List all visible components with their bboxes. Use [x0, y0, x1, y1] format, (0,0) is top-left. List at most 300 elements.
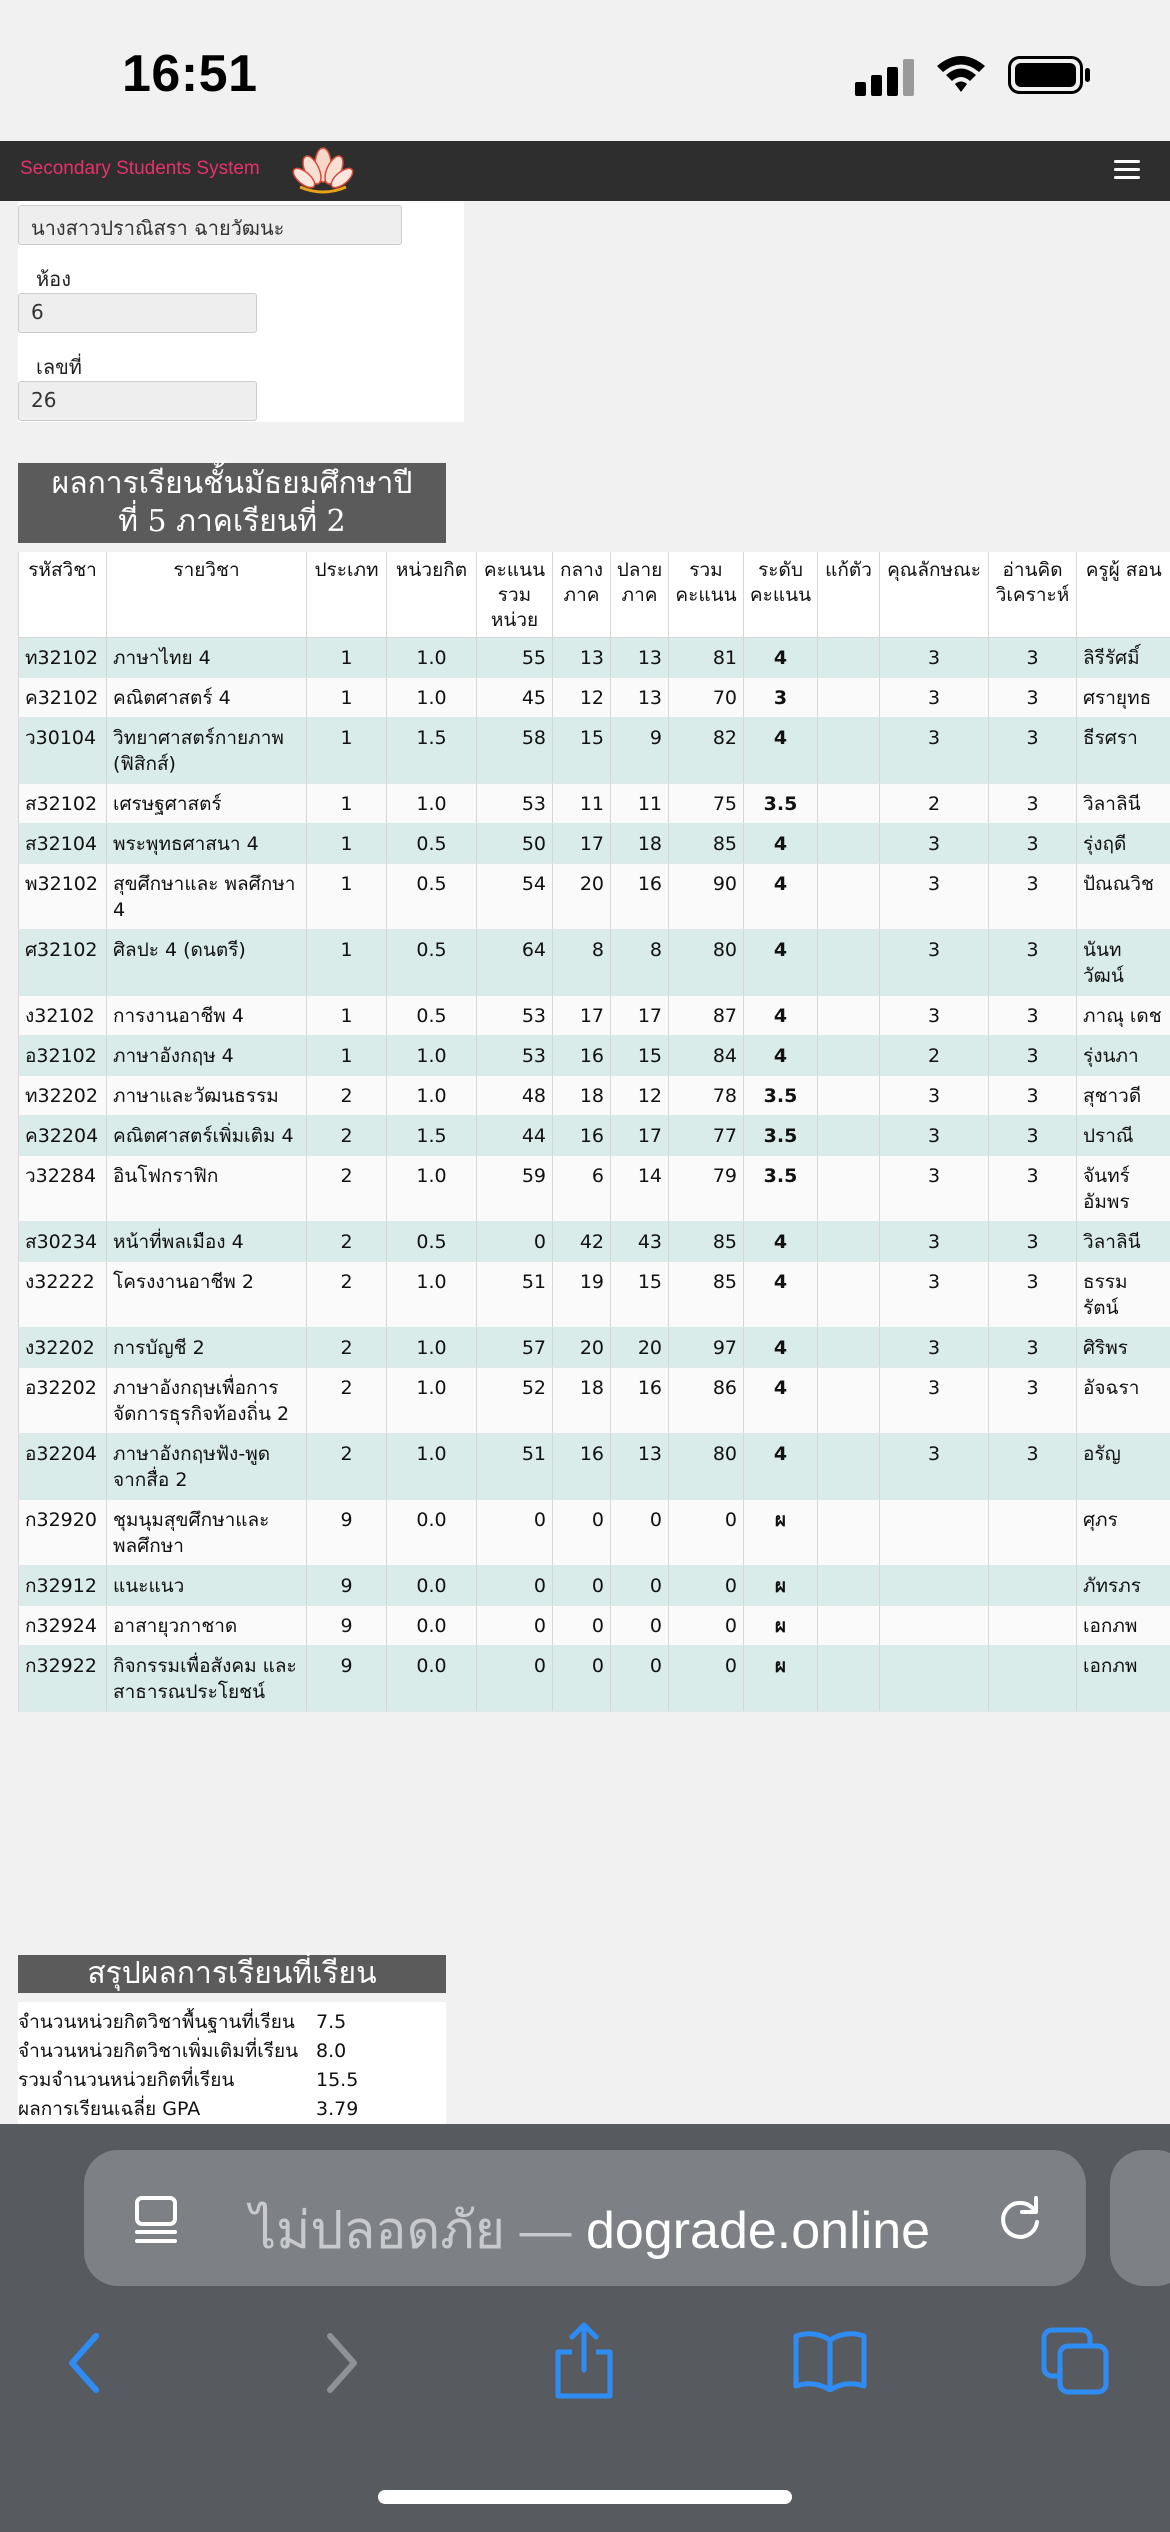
column-header: ครูผู้ สอน	[1077, 552, 1170, 638]
credits-cell: 0.5	[387, 824, 477, 864]
credits-cell: 1.0	[387, 1036, 477, 1076]
teacher-cell: ศรายุทธ	[1077, 678, 1170, 718]
final-score-cell: 16	[611, 864, 669, 930]
summary-value: 15.5	[316, 2069, 359, 2091]
subject-type-cell: 1	[307, 824, 387, 864]
summary-row	[18, 2037, 446, 2066]
summary-value: 3.79	[316, 2098, 359, 2120]
credits-cell: 1.0	[387, 1156, 477, 1222]
final-score-cell: 13	[611, 1434, 669, 1500]
subject-code-cell: ก32920	[19, 1500, 107, 1566]
midterm-score-cell: 8	[553, 930, 611, 996]
address-domain: dograde.online	[585, 2202, 931, 2260]
total-score-cell: 85	[669, 1262, 744, 1328]
teacher-cell: ปัณณวิช	[1077, 864, 1170, 930]
table-row	[19, 1606, 1170, 1646]
characteristics-cell: 3	[880, 1156, 989, 1222]
tabs-icon[interactable]	[1040, 2326, 1112, 2398]
grade-cell: 4	[744, 996, 818, 1036]
table-row	[19, 718, 1170, 784]
number-label: เลขที่	[36, 355, 82, 379]
credits-cell: 1.0	[387, 1434, 477, 1500]
characteristics-cell: 3	[880, 996, 989, 1036]
subject-name-cell: ศิลปะ 4 (ดนตรี)	[107, 930, 307, 996]
credits-cell: 0.5	[387, 996, 477, 1036]
column-header: แก้ตัว	[818, 552, 880, 638]
final-score-cell: 0	[611, 1500, 669, 1566]
total-score-cell: 0	[669, 1566, 744, 1606]
remedial-cell	[818, 1566, 880, 1606]
subject-name-cell: วิทยาศาสตร์กายภาพ (ฟิสิกส์)	[107, 718, 307, 784]
reader-icon[interactable]	[132, 2194, 184, 2246]
table-row	[19, 864, 1170, 930]
grades-table	[18, 552, 1170, 1712]
unit-score-cell: 0	[477, 1606, 553, 1646]
back-icon[interactable]	[62, 2330, 108, 2396]
subject-code-cell: ง32102	[19, 996, 107, 1036]
summary-label: จำนวนหน่วยกิตวิชาพื้นฐานที่เรียน	[18, 2011, 295, 2033]
credits-cell: 0.5	[387, 864, 477, 930]
midterm-score-cell: 19	[553, 1262, 611, 1328]
remedial-cell	[818, 1434, 880, 1500]
credits-cell: 0.0	[387, 1606, 477, 1646]
final-score-cell: 15	[611, 1036, 669, 1076]
summary-row	[18, 2095, 446, 2124]
column-header: ระดับ คะแนน	[744, 552, 818, 638]
subject-code-cell: ง32202	[19, 1328, 107, 1368]
total-score-cell: 70	[669, 678, 744, 718]
remedial-cell	[818, 1646, 880, 1712]
final-score-cell: 17	[611, 996, 669, 1036]
midterm-score-cell: 15	[553, 718, 611, 784]
column-header: รายวิชา	[107, 552, 307, 638]
table-row	[19, 1262, 1170, 1328]
total-score-cell: 0	[669, 1646, 744, 1712]
table-row	[19, 930, 1170, 996]
address-separator: —	[505, 2202, 586, 2260]
remedial-cell	[818, 678, 880, 718]
final-score-cell: 17	[611, 1116, 669, 1156]
credits-cell: 0.5	[387, 930, 477, 996]
teacher-cell: ธรรม รัตน์	[1077, 1262, 1170, 1328]
reading-analysis-cell: 3	[989, 1076, 1077, 1116]
grades-table-body	[19, 638, 1170, 1712]
teacher-cell: รุ่งนภา	[1077, 1036, 1170, 1076]
summary-value: 8.0	[316, 2040, 347, 2062]
midterm-score-cell: 42	[553, 1222, 611, 1262]
credits-cell: 1.0	[387, 1076, 477, 1116]
total-score-cell: 85	[669, 824, 744, 864]
table-row	[19, 996, 1170, 1036]
subject-code-cell: ก32912	[19, 1566, 107, 1606]
subject-code-cell: ว32284	[19, 1156, 107, 1222]
characteristics-cell: 3	[880, 864, 989, 930]
table-row	[19, 638, 1170, 678]
credits-cell: 0.0	[387, 1566, 477, 1606]
characteristics-cell: 3	[880, 1262, 989, 1328]
subject-name-cell: การบัญชี 2	[107, 1328, 307, 1368]
unit-score-cell: 59	[477, 1156, 553, 1222]
teacher-cell: สุชาวดี	[1077, 1076, 1170, 1116]
final-score-cell: 13	[611, 678, 669, 718]
subject-name-cell: อาสายุวกาชาด	[107, 1606, 307, 1646]
reading-analysis-cell	[989, 1646, 1077, 1712]
grade-cell: 3.5	[744, 1156, 818, 1222]
characteristics-cell: 2	[880, 784, 989, 824]
teacher-cell: เอกภพ	[1077, 1646, 1170, 1712]
grade-cell: 4	[744, 930, 818, 996]
subject-name-cell: อินโฟกราฟิก	[107, 1156, 307, 1222]
grade-cell: 4	[744, 718, 818, 784]
grade-cell: 3	[744, 678, 818, 718]
subject-name-cell: โครงงานอาชีพ 2	[107, 1262, 307, 1328]
unit-score-cell: 52	[477, 1368, 553, 1434]
teacher-cell: เอกภพ	[1077, 1606, 1170, 1646]
subject-code-cell: ท32102	[19, 638, 107, 678]
midterm-score-cell: 20	[553, 864, 611, 930]
total-score-cell: 81	[669, 638, 744, 678]
column-header: คะแนน รวม หน่วย	[477, 552, 553, 638]
midterm-score-cell: 0	[553, 1500, 611, 1566]
grade-cell: ผ	[744, 1500, 818, 1566]
unit-score-cell: 64	[477, 930, 553, 996]
midterm-score-cell: 13	[553, 638, 611, 678]
final-score-cell: 11	[611, 784, 669, 824]
table-row	[19, 784, 1170, 824]
teacher-cell: อัจฉรา	[1077, 1368, 1170, 1434]
home-indicator	[378, 2490, 792, 2504]
unit-score-cell: 0	[477, 1566, 553, 1606]
unit-score-cell: 54	[477, 864, 553, 930]
characteristics-cell	[880, 1566, 989, 1606]
subject-name-cell: เศรษฐศาสตร์	[107, 784, 307, 824]
subject-code-cell: พ32102	[19, 864, 107, 930]
total-score-cell: 86	[669, 1368, 744, 1434]
reading-analysis-cell: 3	[989, 1328, 1077, 1368]
remedial-cell	[818, 824, 880, 864]
grade-cell: 4	[744, 864, 818, 930]
grade-cell: 4	[744, 1434, 818, 1500]
subject-code-cell: ว30104	[19, 718, 107, 784]
subject-type-cell: 9	[307, 1606, 387, 1646]
midterm-score-cell: 6	[553, 1156, 611, 1222]
reading-analysis-cell: 3	[989, 1116, 1077, 1156]
final-score-cell: 0	[611, 1566, 669, 1606]
unit-score-cell: 45	[477, 678, 553, 718]
grade-cell: 4	[744, 824, 818, 864]
midterm-score-cell: 16	[553, 1036, 611, 1076]
characteristics-cell: 3	[880, 1368, 989, 1434]
remedial-cell	[818, 1262, 880, 1328]
midterm-score-cell: 16	[553, 1434, 611, 1500]
subject-code-cell: อ32202	[19, 1368, 107, 1434]
subject-name-cell: กิจกรรมเพื่อสังคม และ สาธารณประโยชน์	[107, 1646, 307, 1712]
teacher-cell: วิลาลินี	[1077, 784, 1170, 824]
total-score-cell: 0	[669, 1606, 744, 1646]
subject-name-cell: พระพุทธศาสนา 4	[107, 824, 307, 864]
subject-type-cell: 1	[307, 996, 387, 1036]
subject-code-cell: ศ32102	[19, 930, 107, 996]
subject-type-cell: 2	[307, 1368, 387, 1434]
subject-name-cell: การงานอาชีพ 4	[107, 996, 307, 1036]
characteristics-cell: 3	[880, 824, 989, 864]
summary-row	[18, 2008, 446, 2037]
reading-analysis-cell: 3	[989, 824, 1077, 864]
reading-analysis-cell: 3	[989, 1156, 1077, 1222]
table-row	[19, 1222, 1170, 1262]
remedial-cell	[818, 718, 880, 784]
table-row	[19, 678, 1170, 718]
subject-type-cell: 9	[307, 1646, 387, 1712]
subject-type-cell: 2	[307, 1262, 387, 1328]
teacher-cell: ปราณี	[1077, 1116, 1170, 1156]
characteristics-cell: 3	[880, 1328, 989, 1368]
subject-name-cell: ภาษาและวัฒนธรรม	[107, 1076, 307, 1116]
subject-type-cell: 1	[307, 638, 387, 678]
teacher-cell: รุ่งฤดี	[1077, 824, 1170, 864]
credits-cell: 0.0	[387, 1500, 477, 1566]
remedial-cell	[818, 1076, 880, 1116]
subject-code-cell: อ32204	[19, 1434, 107, 1500]
midterm-score-cell: 0	[553, 1566, 611, 1606]
forward-icon[interactable]	[318, 2330, 364, 2396]
grade-cell: 4	[744, 1328, 818, 1368]
subject-type-cell: 1	[307, 1036, 387, 1076]
column-header: ปลาย ภาค	[611, 552, 669, 638]
credits-cell: 1.0	[387, 638, 477, 678]
subject-type-cell: 2	[307, 1116, 387, 1156]
remedial-cell	[818, 1368, 880, 1434]
reading-analysis-cell: 3	[989, 1036, 1077, 1076]
reading-analysis-cell: 3	[989, 996, 1077, 1036]
credits-cell: 1.0	[387, 1328, 477, 1368]
address-text[interactable]	[250, 2188, 930, 2271]
subject-name-cell: สุขศึกษาและ พลศึกษา 4	[107, 864, 307, 930]
remedial-cell	[818, 1222, 880, 1262]
reading-analysis-cell	[989, 1566, 1077, 1606]
midterm-score-cell: 20	[553, 1328, 611, 1368]
total-score-cell: 87	[669, 996, 744, 1036]
total-score-cell: 75	[669, 784, 744, 824]
total-score-cell: 77	[669, 1116, 744, 1156]
subject-type-cell: 2	[307, 1076, 387, 1116]
wifi-icon	[935, 52, 987, 96]
column-header: หน่วยกิต	[387, 552, 477, 638]
grade-cell: ผ	[744, 1646, 818, 1712]
teacher-cell: ภัทรภร	[1077, 1566, 1170, 1606]
reading-analysis-cell: 3	[989, 1262, 1077, 1328]
summary-row	[18, 2066, 446, 2095]
remedial-cell	[818, 784, 880, 824]
midterm-score-cell: 16	[553, 1116, 611, 1156]
bookmarks-icon[interactable]	[792, 2330, 868, 2392]
midterm-score-cell: 0	[553, 1646, 611, 1712]
final-score-cell: 0	[611, 1646, 669, 1712]
table-row	[19, 1368, 1170, 1434]
unit-score-cell: 53	[477, 784, 553, 824]
final-score-cell: 14	[611, 1156, 669, 1222]
total-score-cell: 0	[669, 1500, 744, 1566]
remedial-cell	[818, 1156, 880, 1222]
summary-panel	[18, 2002, 446, 2124]
insecure-label: ไม่ปลอดภัย	[250, 2202, 506, 2260]
app-navbar	[0, 141, 1170, 201]
subject-type-cell: 9	[307, 1566, 387, 1606]
reading-analysis-cell	[989, 1606, 1077, 1646]
credits-cell: 0.5	[387, 1222, 477, 1262]
final-score-cell: 12	[611, 1076, 669, 1116]
credits-cell: 1.0	[387, 1262, 477, 1328]
reading-analysis-cell: 3	[989, 638, 1077, 678]
total-score-cell: 84	[669, 1036, 744, 1076]
subject-name-cell: แนะแนว	[107, 1566, 307, 1606]
midterm-score-cell: 17	[553, 996, 611, 1036]
characteristics-cell: 3	[880, 1434, 989, 1500]
midterm-score-cell: 11	[553, 784, 611, 824]
final-score-cell: 8	[611, 930, 669, 996]
credits-cell: 0.0	[387, 1646, 477, 1712]
final-score-cell: 15	[611, 1262, 669, 1328]
subject-code-cell: อ32102	[19, 1036, 107, 1076]
remedial-cell	[818, 930, 880, 996]
grades-title-line1: ผลการเรียนชั้นมัธยมศึกษาปี	[51, 466, 413, 501]
midterm-score-cell: 12	[553, 678, 611, 718]
column-header: ประเภท	[307, 552, 387, 638]
subject-code-cell: ส32102	[19, 784, 107, 824]
grade-cell: ผ	[744, 1566, 818, 1606]
total-score-cell: 85	[669, 1222, 744, 1262]
teacher-cell: ศิริพร	[1077, 1328, 1170, 1368]
final-score-cell: 43	[611, 1222, 669, 1262]
reload-icon[interactable]	[994, 2192, 1046, 2244]
characteristics-cell: 2	[880, 1036, 989, 1076]
hamburger-menu-icon[interactable]	[1114, 160, 1140, 180]
summary-label: จำนวนหน่วยกิตวิชาเพิ่มเติมที่เรียน	[18, 2040, 299, 2062]
grades-title-line2: ที่ 5 ภาคเรียนที่ 2	[118, 504, 346, 539]
table-row	[19, 1434, 1170, 1500]
remedial-cell	[818, 1116, 880, 1156]
remedial-cell	[818, 864, 880, 930]
table-row	[19, 1328, 1170, 1368]
credits-cell: 1.5	[387, 718, 477, 784]
unit-score-cell: 53	[477, 996, 553, 1036]
total-score-cell: 90	[669, 864, 744, 930]
subject-name-cell: คณิตศาสตร์ 4	[107, 678, 307, 718]
final-score-cell: 13	[611, 638, 669, 678]
midterm-score-cell: 18	[553, 1368, 611, 1434]
subject-type-cell: 1	[307, 864, 387, 930]
summary-label: ผลการเรียนเฉลี่ย GPA	[18, 2098, 201, 2120]
unit-score-cell: 0	[477, 1500, 553, 1566]
grade-cell: 4	[744, 1222, 818, 1262]
characteristics-cell: 3	[880, 638, 989, 678]
teacher-cell: ลิรีรัศมิ์	[1077, 638, 1170, 678]
unit-score-cell: 0	[477, 1222, 553, 1262]
characteristics-cell	[880, 1646, 989, 1712]
subject-type-cell: 2	[307, 1434, 387, 1500]
share-icon[interactable]	[552, 2320, 616, 2400]
total-score-cell: 80	[669, 1434, 744, 1500]
lotus-logo-icon	[292, 143, 354, 197]
subject-code-cell: ส30234	[19, 1222, 107, 1262]
table-row	[19, 1646, 1170, 1712]
unit-score-cell: 44	[477, 1116, 553, 1156]
subject-code-cell: ท32202	[19, 1076, 107, 1116]
table-row	[19, 1500, 1170, 1566]
column-header: อ่านคิด วิเคราะห์	[989, 552, 1077, 638]
reading-analysis-cell: 3	[989, 864, 1077, 930]
table-row	[19, 1156, 1170, 1222]
unit-score-cell: 53	[477, 1036, 553, 1076]
next-tab-peek[interactable]	[1110, 2150, 1170, 2286]
characteristics-cell: 3	[880, 930, 989, 996]
status-bar	[0, 0, 1170, 141]
teacher-cell: ภาณุ เดช	[1077, 996, 1170, 1036]
final-score-cell: 20	[611, 1328, 669, 1368]
unit-score-cell: 55	[477, 638, 553, 678]
column-header: คุณลักษณะ	[880, 552, 989, 638]
unit-score-cell: 51	[477, 1262, 553, 1328]
subject-type-cell: 2	[307, 1222, 387, 1262]
column-header: กลาง ภาค	[553, 552, 611, 638]
reading-analysis-cell	[989, 1500, 1077, 1566]
unit-score-cell: 57	[477, 1328, 553, 1368]
subject-type-cell: 1	[307, 678, 387, 718]
brand-title[interactable]: Secondary Students System	[20, 158, 260, 179]
status-time: 16:51	[122, 45, 258, 103]
summary-label: รวมจำนวนหน่วยกิตที่เรียน	[18, 2069, 235, 2091]
credits-cell: 1.0	[387, 678, 477, 718]
subject-name-cell: ภาษาไทย 4	[107, 638, 307, 678]
characteristics-cell: 3	[880, 1116, 989, 1156]
table-row	[19, 1076, 1170, 1116]
credits-cell: 1.0	[387, 784, 477, 824]
total-score-cell: 97	[669, 1328, 744, 1368]
characteristics-cell: 3	[880, 678, 989, 718]
remedial-cell	[818, 1328, 880, 1368]
final-score-cell: 16	[611, 1368, 669, 1434]
characteristics-cell: 3	[880, 1222, 989, 1262]
credits-cell: 1.0	[387, 1368, 477, 1434]
characteristics-cell: 3	[880, 1076, 989, 1116]
subject-type-cell: 1	[307, 784, 387, 824]
unit-score-cell: 48	[477, 1076, 553, 1116]
grade-cell: 3.5	[744, 1076, 818, 1116]
final-score-cell: 18	[611, 824, 669, 864]
total-score-cell: 78	[669, 1076, 744, 1116]
subject-name-cell: ชุมนุมสุขศึกษาและ พลศึกษา	[107, 1500, 307, 1566]
grade-cell: ผ	[744, 1606, 818, 1646]
grade-cell: 4	[744, 1262, 818, 1328]
unit-score-cell: 0	[477, 1646, 553, 1712]
midterm-score-cell: 0	[553, 1606, 611, 1646]
teacher-cell: นันท วัฒน์	[1077, 930, 1170, 996]
table-row	[19, 1116, 1170, 1156]
total-score-cell: 82	[669, 718, 744, 784]
room-field: 6	[18, 293, 257, 333]
table-header-row	[19, 552, 1170, 638]
subject-type-cell: 1	[307, 930, 387, 996]
final-score-cell: 0	[611, 1606, 669, 1646]
unit-score-cell: 58	[477, 718, 553, 784]
student-name-field: นางสาวปราณิสรา ฉายวัฒนะ	[18, 205, 402, 245]
teacher-cell: ธีรศรา	[1077, 718, 1170, 784]
reading-analysis-cell: 3	[989, 718, 1077, 784]
reading-analysis-cell: 3	[989, 930, 1077, 996]
subject-code-cell: ก32922	[19, 1646, 107, 1712]
subject-type-cell: 2	[307, 1328, 387, 1368]
grade-cell: 4	[744, 1036, 818, 1076]
